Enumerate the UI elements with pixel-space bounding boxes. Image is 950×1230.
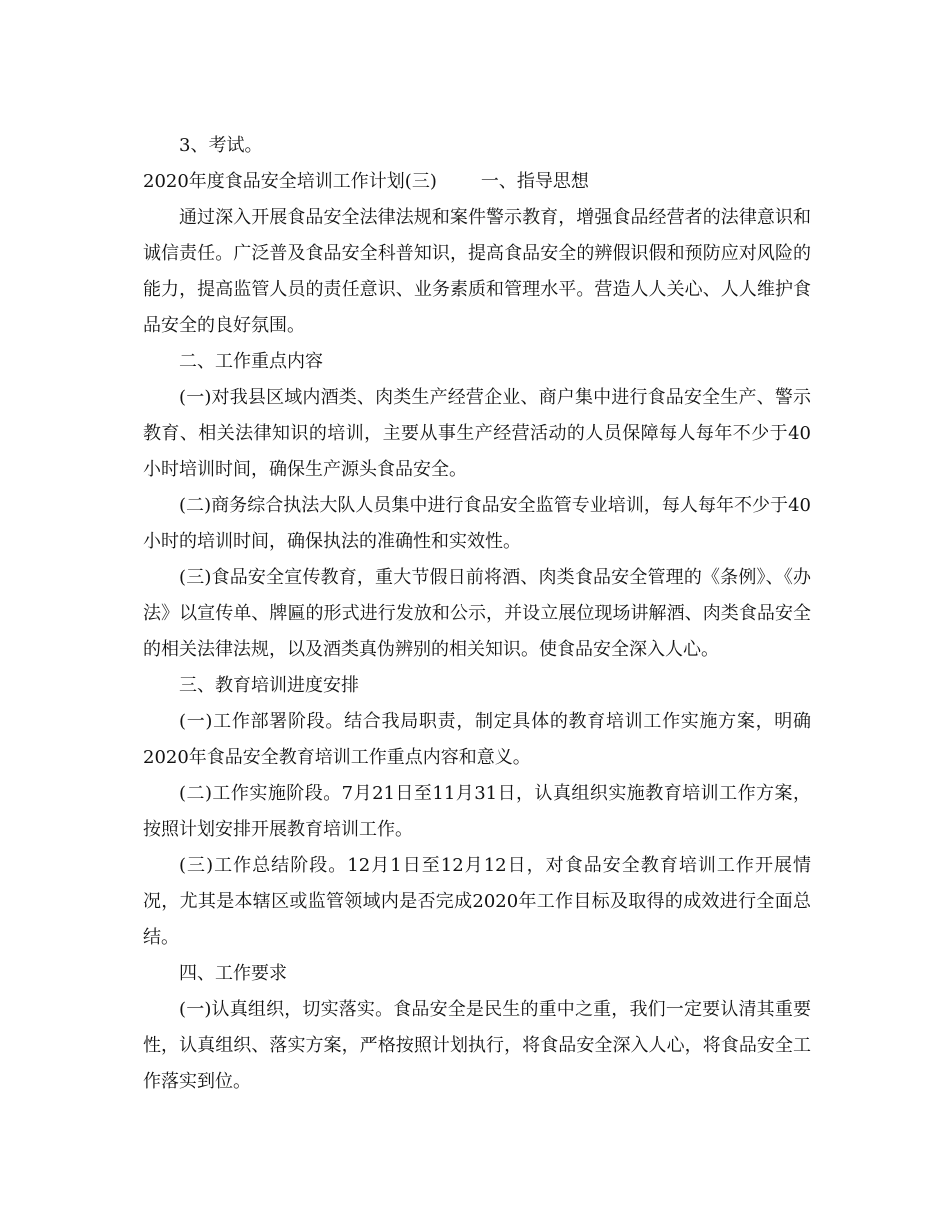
paragraph-requirements-1: (一)认真组织，切实落实。食品安全是民生的重中之重，我们一定要认清其重要性，认真组织、落实方案，严格按照计划执行，将食品安全深入人心，将食品安全工作落实到位。 (143, 999, 811, 1092)
section-3-heading: 三、教育培训进度安排 (179, 675, 359, 696)
paragraph-key-content-3: (三)食品安全宣传教育，重大节假日前将酒、肉类食品安全管理的《条例》、《办法》以宣传单、牌匾的形式进行发放和公示，并设立展位现场讲解酒、肉类食品安全的相关法律法规，以及酒类真伪辨别的相关知识。使食品安全深入人心。 (143, 567, 811, 660)
section-4-heading: 四、工作要求 (179, 963, 287, 984)
plan-title: 2020年度食品安全培训工作计划(三) (143, 171, 437, 192)
section-2-heading: 二、工作重点内容 (179, 351, 323, 372)
paragraph-key-content-2: (二)商务综合执法大队人员集中进行食品安全监管专业培训，每人每年不少于40小时的培训时间，确保执法的准确性和实效性。 (143, 495, 811, 552)
paragraph-guiding-thought: 通过深入开展食品安全法律法规和案件警示教育，增强食品经营者的法律意识和诚信责任。广泛普及食品安全科普知识，提高食品安全的辨假识假和预防应对风险的能力，提高监管人员的责任意识、业务素质和管理水平。营造人人关心、人人维护食品安全的良好氛围。 (143, 207, 811, 336)
plan-title-line (143, 164, 811, 200)
paragraph-schedule-1: (一)工作部署阶段。结合我局职责，制定具体的教育培训工作实施方案，明确2020年食品安全教育培训工作重点内容和意义。 (143, 711, 811, 768)
paragraph-schedule-2: (二)工作实施阶段。7月21日至11月31日，认真组织实施教育培训工作方案，按照计划安排开展教育培训工作。 (143, 783, 811, 840)
item-exam: 3、考试。 (179, 135, 263, 156)
paragraph-schedule-3: (三)工作总结阶段。12月1日至12月12日，对食品安全教育培训工作开展情况，尤其是本辖区或监管领域内是否完成2020年工作目标及取得的成效进行全面总结。 (143, 855, 811, 948)
document-body (143, 128, 811, 1100)
section-1-heading: 一、指导思想 (480, 171, 589, 192)
paragraph-key-content-1: (一)对我县区域内酒类、肉类生产经营企业、商户集中进行食品安全生产、警示教育、相关法律知识的培训，主要从事生产经营活动的人员保障每人每年不少于40小时培训时间，确保生产源头食品安全。 (143, 387, 811, 480)
